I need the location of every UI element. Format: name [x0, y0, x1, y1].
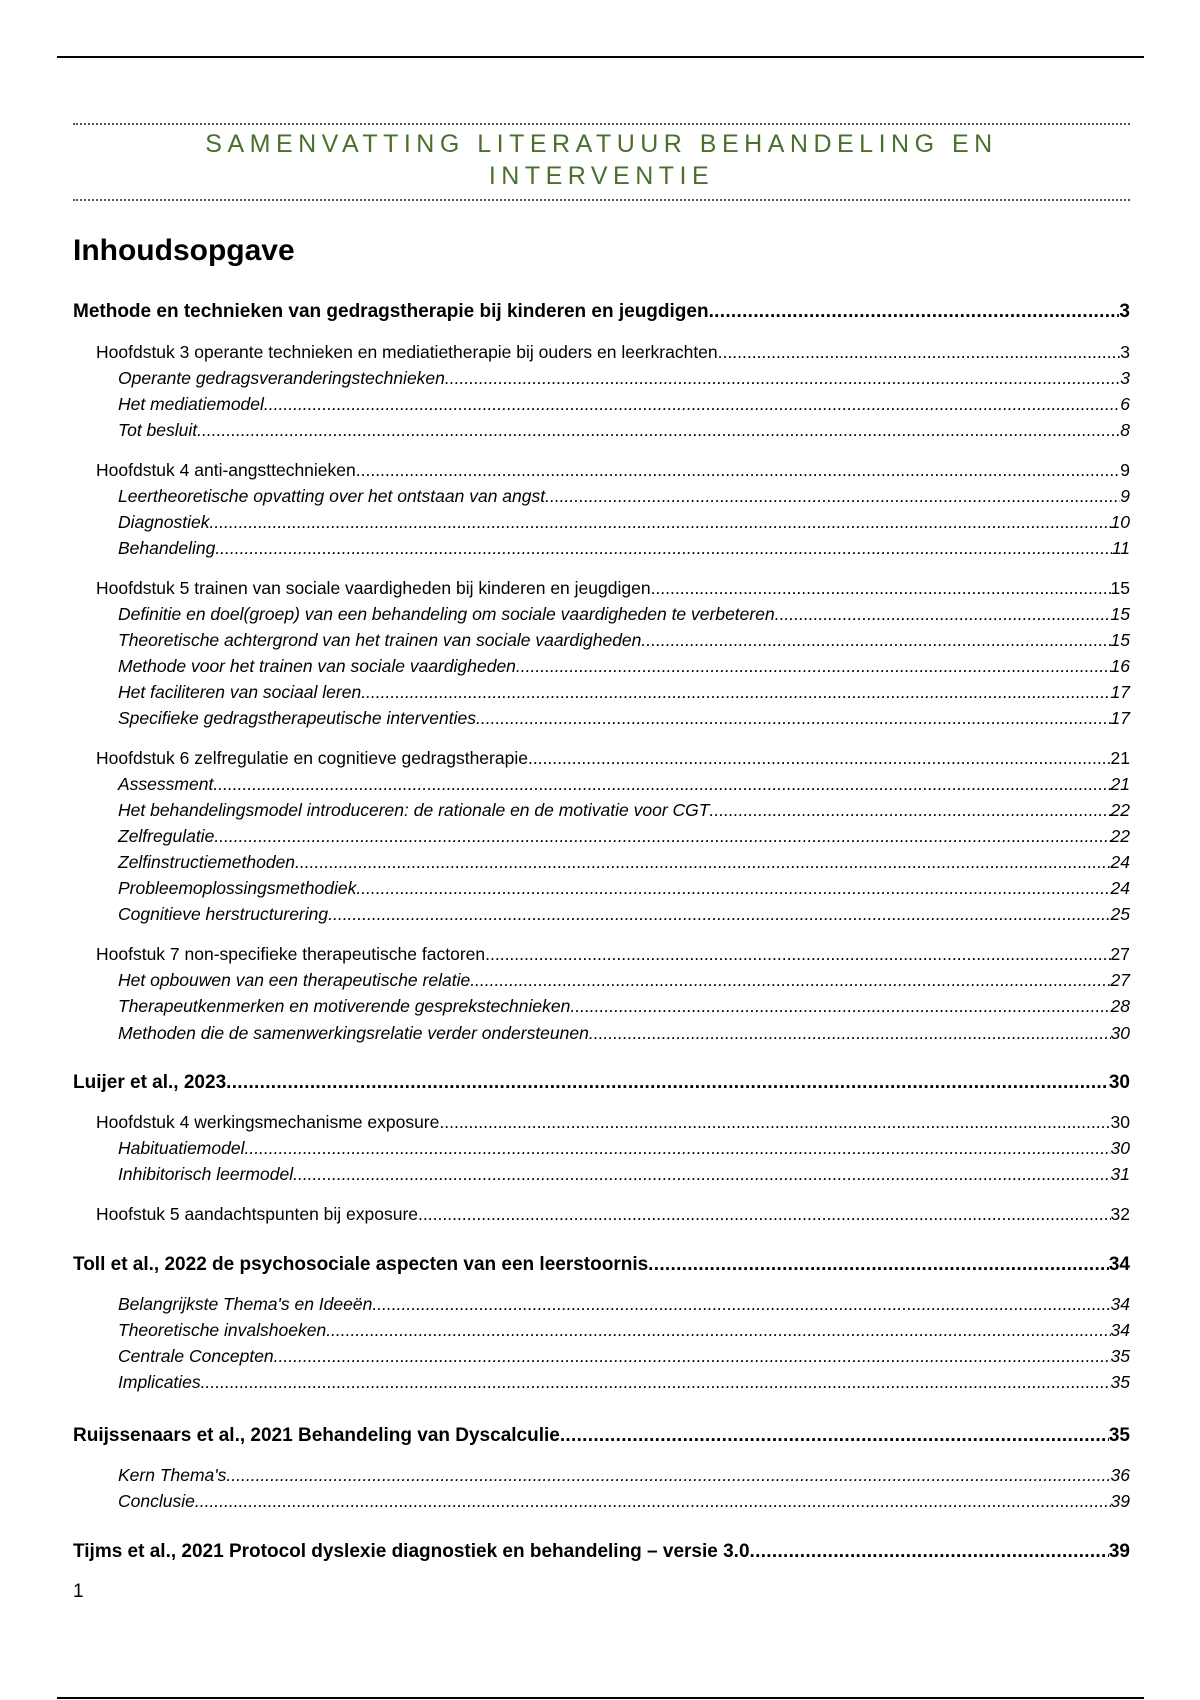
toc-entry-title: Definitie en doel(groep) van een behandeling om sociale vaardigheden te verbeteren — [118, 604, 775, 624]
toc-dot-leader — [589, 1021, 1111, 1045]
toc-entry[interactable] — [118, 1463, 1130, 1487]
toc-entry-page: 15 — [1110, 630, 1130, 650]
toc-entry[interactable] — [118, 902, 1130, 926]
toc-entry-title: Methode voor het trainen van sociale vaardigheden — [118, 656, 516, 676]
toc-dot-leader — [244, 1136, 1110, 1160]
toc-entry-page: 34 — [1110, 1294, 1130, 1314]
toc-entry-title: Het mediatiemodel — [118, 394, 264, 414]
toc-dot-leader — [641, 628, 1110, 652]
toc-dot-leader — [545, 484, 1120, 508]
toc-entry-page: 3 — [1120, 368, 1130, 388]
toc-entry-title: Methoden die de samenwerkingsrelatie verder ondersteunen — [118, 1023, 589, 1043]
toc-dot-leader — [445, 366, 1120, 390]
toc-entry-page: 34 — [1108, 1254, 1130, 1275]
toc-entry-page: 3 — [1119, 301, 1130, 322]
toc-dot-leader — [326, 1318, 1110, 1342]
document-title-line-1: SAMENVATTING LITERATUUR BEHANDELING EN — [205, 130, 998, 158]
toc-entry[interactable] — [118, 366, 1130, 390]
toc-entry-page: 21 — [1110, 748, 1130, 768]
toc-dot-leader — [274, 1344, 1111, 1368]
toc-dot-leader — [293, 1162, 1110, 1186]
toc-entry-page: 35 — [1108, 1425, 1130, 1446]
toc-entry-page: 9 — [1120, 460, 1130, 480]
toc-entry-page: 11 — [1111, 538, 1130, 558]
toc-dot-leader — [750, 1540, 1109, 1564]
toc-entry[interactable] — [73, 1253, 1130, 1277]
toc-entry-title: Zelfinstructiemethoden — [118, 852, 296, 872]
footer-rule — [57, 1697, 1144, 1699]
toc-dot-leader — [560, 1424, 1109, 1448]
toc-entry-title: Het behandelingsmodel introduceren: de rationale en de motivatie voor CGT — [118, 800, 710, 820]
toc-entry[interactable] — [96, 1110, 1130, 1134]
toc-entry-title: Theoretische achtergrond van het trainen van sociale vaardigheden — [118, 630, 642, 650]
toc-entry[interactable] — [118, 1489, 1130, 1513]
toc-entry[interactable] — [118, 392, 1130, 416]
toc-entry-title: Hoofstuk 7 non-specifieke therapeutische factoren — [96, 944, 486, 964]
toc-entry[interactable] — [96, 458, 1130, 482]
toc-entry-title: Hoofdstuk 4 anti-angsttechnieken — [96, 460, 356, 480]
toc-entry[interactable] — [118, 876, 1130, 900]
toc-dot-leader — [485, 942, 1110, 966]
toc-entry-page: 30 — [1110, 1138, 1130, 1158]
toc-entry-title: Hoofstuk 5 aandachtspunten bij exposure — [96, 1204, 419, 1224]
toc-entry-page: 39 — [1108, 1541, 1130, 1562]
toc-dot-leader — [201, 1370, 1111, 1394]
toc-dot-leader — [226, 1071, 1109, 1095]
toc-entry-page: 35 — [1110, 1372, 1130, 1392]
toc-entry[interactable] — [118, 1344, 1130, 1368]
toc-entry-title: Het faciliteren van sociaal leren — [118, 682, 362, 702]
toc-entry-page: 34 — [1110, 1320, 1130, 1340]
toc-entry[interactable] — [118, 654, 1130, 678]
toc-dot-leader — [651, 576, 1111, 600]
toc-entry-title: Diagnostiek — [118, 512, 210, 532]
toc-entry-page: 30 — [1110, 1112, 1130, 1132]
toc-entry-title: Tot besluit — [118, 420, 198, 440]
toc-entry-page: 22 — [1110, 800, 1130, 820]
toc-dot-leader — [197, 418, 1120, 442]
toc-entry-title: Belangrijkste Thema's en Ideeën — [118, 1294, 373, 1314]
toc-dot-leader — [528, 746, 1111, 770]
toc-entry-title: Hoofdstuk 3 operante technieken en mediatietherapie bij ouders en leerkrachten — [96, 342, 718, 362]
toc-dot-leader — [775, 602, 1111, 626]
toc-entry[interactable] — [118, 536, 1130, 560]
toc-entry-title: Toll et al., 2022 de psychosociale aspecten van een leerstoornis — [73, 1254, 649, 1275]
toc-entry[interactable] — [96, 340, 1130, 364]
toc-entry-title: Hoofdstuk 5 trainen van sociale vaardigheden bij kinderen en jeugdigen — [96, 578, 651, 598]
toc-entry[interactable] — [96, 1202, 1130, 1226]
toc-dot-leader — [476, 706, 1111, 730]
toc-entry-page: 10 — [1110, 512, 1130, 532]
toc-entry-page: 36 — [1110, 1465, 1130, 1485]
toc-dot-leader — [439, 1110, 1110, 1134]
toc-entry-page: 25 — [1110, 904, 1130, 924]
toc-entry-page: 24 — [1110, 852, 1130, 872]
toc-entry[interactable] — [73, 1071, 1130, 1095]
toc-entry-title: Tijms et al., 2021 Protocol dyslexie diagnostiek en behandeling – versie 3.0 — [73, 1541, 750, 1562]
toc-heading: Inhoudsopgave — [73, 234, 295, 267]
toc-dot-leader — [709, 798, 1110, 822]
toc-dot-leader — [470, 968, 1110, 992]
toc-entry-title: Therapeutkenmerken en motiverende gesprekstechnieken — [118, 996, 571, 1016]
toc-entry[interactable] — [73, 300, 1130, 324]
toc-dot-leader — [209, 510, 1110, 534]
toc-entry-title: Methode en technieken van gedragstherapie bij kinderen en jeugdigen — [73, 301, 709, 322]
toc-dot-leader — [709, 300, 1120, 324]
toc-entry-title: Conclusie — [118, 1491, 195, 1511]
toc-entry-page: 28 — [1110, 996, 1130, 1016]
toc-entry[interactable] — [73, 1540, 1130, 1564]
toc-dot-leader — [215, 536, 1112, 560]
toc-entry[interactable] — [118, 798, 1130, 822]
toc-entry-page: 8 — [1120, 420, 1130, 440]
toc-dot-leader — [356, 876, 1110, 900]
toc-entry-title: Ruijssenaars et al., 2021 Behandeling van Dyscalculie — [73, 1425, 560, 1446]
toc-entry[interactable] — [118, 994, 1130, 1018]
toc-entry-title: Theoretische invalshoeken — [118, 1320, 327, 1340]
toc-dot-leader — [372, 1292, 1110, 1316]
toc-entry-page: 21 — [1110, 774, 1130, 794]
toc-entry-page: 32 — [1110, 1204, 1130, 1224]
toc-entry[interactable] — [118, 1021, 1130, 1045]
toc-dot-leader — [213, 772, 1110, 796]
toc-entry-title: Specifieke gedragstherapeutische interventies — [118, 708, 476, 728]
toc-entry[interactable] — [118, 968, 1130, 992]
toc-entry[interactable] — [96, 746, 1130, 770]
toc-entry-page: 24 — [1110, 878, 1130, 898]
toc-entry-page: 15 — [1110, 604, 1130, 624]
toc-entry-page: 31 — [1110, 1164, 1130, 1184]
toc-entry-title: Assessment — [118, 774, 214, 794]
toc-entry-title: Kern Thema's — [118, 1465, 227, 1485]
toc-dot-leader — [516, 654, 1111, 678]
toc-entry-page: 22 — [1110, 826, 1130, 846]
document-title-box — [73, 123, 1130, 201]
header-rule — [57, 56, 1144, 58]
toc-entry-page: 17 — [1110, 708, 1130, 728]
toc-entry-title: Cognitieve herstructurering — [118, 904, 329, 924]
toc-entry[interactable] — [118, 706, 1130, 730]
toc-entry[interactable] — [118, 1162, 1130, 1186]
toc-entry-title: Inhibitorisch leermodel — [118, 1164, 294, 1184]
toc-dot-leader — [214, 824, 1110, 848]
toc-entry-title: Het opbouwen van een therapeutische relatie — [118, 970, 471, 990]
toc-entry-title: Behandeling — [118, 538, 216, 558]
toc-entry-page: 27 — [1110, 944, 1130, 964]
toc-entry[interactable] — [118, 510, 1130, 534]
toc-entry[interactable] — [118, 1318, 1130, 1342]
toc-entry-title: Implicaties — [118, 1372, 201, 1392]
toc-entry-page: 30 — [1110, 1023, 1130, 1043]
toc-entry-page: 27 — [1110, 970, 1130, 990]
toc-entry-title: Probleemoplossingsmethodiek — [118, 878, 357, 898]
toc-entry[interactable] — [118, 1292, 1130, 1316]
toc-dot-leader — [264, 392, 1120, 416]
toc-entry[interactable] — [118, 484, 1130, 508]
toc-entry-title: Hoofdstuk 6 zelfregulatie en cognitieve gedragstherapie — [96, 748, 528, 768]
toc-entry-title: Habituatiemodel — [118, 1138, 245, 1158]
toc-dot-leader — [648, 1253, 1109, 1277]
toc-entry-page: 3 — [1120, 342, 1130, 362]
toc-entry-page: 6 — [1120, 394, 1130, 414]
toc-entry[interactable] — [118, 602, 1130, 626]
toc-entry-page: 39 — [1110, 1491, 1130, 1511]
toc-entry[interactable] — [118, 1136, 1130, 1160]
toc-dot-leader — [570, 994, 1110, 1018]
toc-dot-leader — [195, 1489, 1111, 1513]
toc-entry-page: 9 — [1120, 486, 1130, 506]
toc-entry[interactable] — [118, 1370, 1130, 1394]
toc-entry[interactable] — [118, 824, 1130, 848]
toc-entry-page: 16 — [1110, 656, 1130, 676]
document-title-line-2: INTERVENTIE — [488, 162, 715, 190]
toc-entry-page: 15 — [1110, 578, 1130, 598]
toc-entry[interactable] — [73, 1424, 1130, 1448]
toc-dot-leader — [361, 680, 1110, 704]
toc-dot-leader — [718, 340, 1121, 364]
toc-entry[interactable] — [96, 942, 1130, 966]
toc-dot-leader — [356, 458, 1121, 482]
toc-entry-title: Operante gedragsveranderingstechnieken — [118, 368, 445, 388]
toc-dot-leader — [418, 1202, 1111, 1226]
toc-entry[interactable] — [118, 680, 1130, 704]
toc-entry[interactable] — [96, 576, 1130, 600]
page-number: 1 — [73, 1581, 84, 1602]
toc-entry-title: Hoofdstuk 4 werkingsmechanisme exposure — [96, 1112, 440, 1132]
toc-entry-title: Luijer et al., 2023 — [73, 1072, 227, 1093]
toc-entry[interactable] — [118, 772, 1130, 796]
toc-dot-leader — [295, 850, 1110, 874]
toc-entry-title: Leertheoretische opvatting over het ontstaan van angst — [118, 486, 546, 506]
toc-dot-leader — [328, 902, 1110, 926]
toc-entry[interactable] — [118, 418, 1130, 442]
toc-dot-leader — [226, 1463, 1110, 1487]
toc-entry[interactable] — [118, 850, 1130, 874]
toc-entry-title: Centrale Concepten — [118, 1346, 274, 1366]
toc-entry-page: 17 — [1110, 682, 1130, 702]
toc-entry[interactable] — [118, 628, 1130, 652]
toc-entry-page: 30 — [1108, 1072, 1130, 1093]
toc-entry-page: 35 — [1110, 1346, 1130, 1366]
toc-entry-title: Zelfregulatie — [118, 826, 215, 846]
